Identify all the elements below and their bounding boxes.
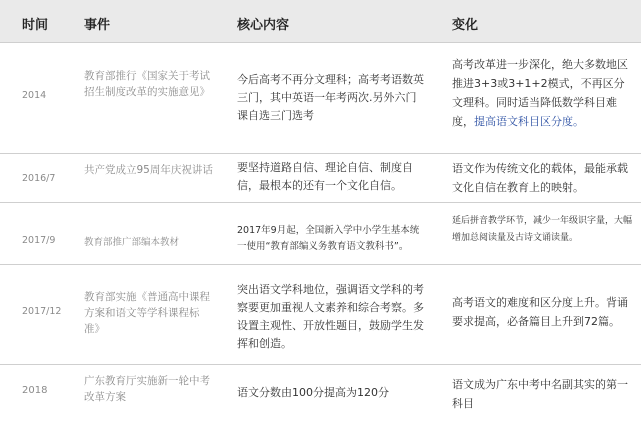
row-time: 2016/7: [22, 173, 56, 184]
table-header: [0, 0, 641, 42]
row-event: 教育部实施《普通高中课程方案和语文等学科课程标准》: [84, 291, 210, 335]
row-content: 语文分数由100分提高为120分: [237, 386, 389, 399]
row-time: 2014: [22, 90, 47, 101]
row-change: 语文作为传统文化的载体，最能承载文化自信在教育上的映射。: [452, 162, 628, 194]
row-content: 2017年9月起，全国新入学中小学生基本统一使用“教育部编义务教育语文教科书”。: [237, 225, 420, 252]
row-event: 教育部推行《国家关于考试招生制度改革的实施意见》: [84, 70, 210, 98]
row-content: 突出语文学科地位，强调语文学科的考察要更加重视人文素养和综合考察。多设置主观性、开放性题目，鼓励学生发挥和创造。: [237, 283, 424, 350]
row-content: 今后高考不再分文理科；高考考语数英三门，其中英语一年考两次.另外六门课自选三门选考: [237, 73, 424, 122]
row-change: [452, 55, 632, 131]
row-time: 2017/9: [22, 235, 56, 246]
row-content: 要坚持道路自信、理论自信、制度自信，最根本的还有一个文化自信。: [237, 161, 413, 192]
row-time: 2018: [22, 385, 48, 396]
row-change-text: 高考改革进一步深化，绝大多数地区推进3+3或3+1+2模式，不再区分文理科。同时适当降低数学科目难度，: [452, 58, 628, 128]
row-time: 2017/12: [22, 306, 62, 317]
header-time: 时间: [22, 18, 49, 33]
table-row: [0, 43, 641, 153]
row-event: 共产党成立95周年庆祝讲话: [84, 164, 213, 176]
table-row: [0, 265, 641, 364]
header-change: 变化: [452, 18, 479, 33]
row-change: 延后拼音教学环节，减少一年级识字量，大幅增加总阅读量及古诗文诵读量。: [452, 216, 633, 243]
table-row: [0, 365, 641, 424]
row-change-highlight: 提高语文科目区分度。: [474, 115, 584, 128]
row-change: 语文成为广东中考中名副其实的第一科目: [452, 378, 628, 410]
header-event: 事件: [84, 18, 111, 33]
row-change: 高考语文的难度和区分度上升。背诵要求提高，必备篇目上升到72篇。: [452, 296, 628, 328]
table-row: [0, 203, 641, 264]
row-event: 教育部推广部编本教材: [84, 237, 180, 248]
table-row: [0, 154, 641, 202]
header-content: 核心内容: [237, 18, 290, 33]
row-event: 广东教育厅实施新一轮中考改革方案: [84, 375, 210, 403]
